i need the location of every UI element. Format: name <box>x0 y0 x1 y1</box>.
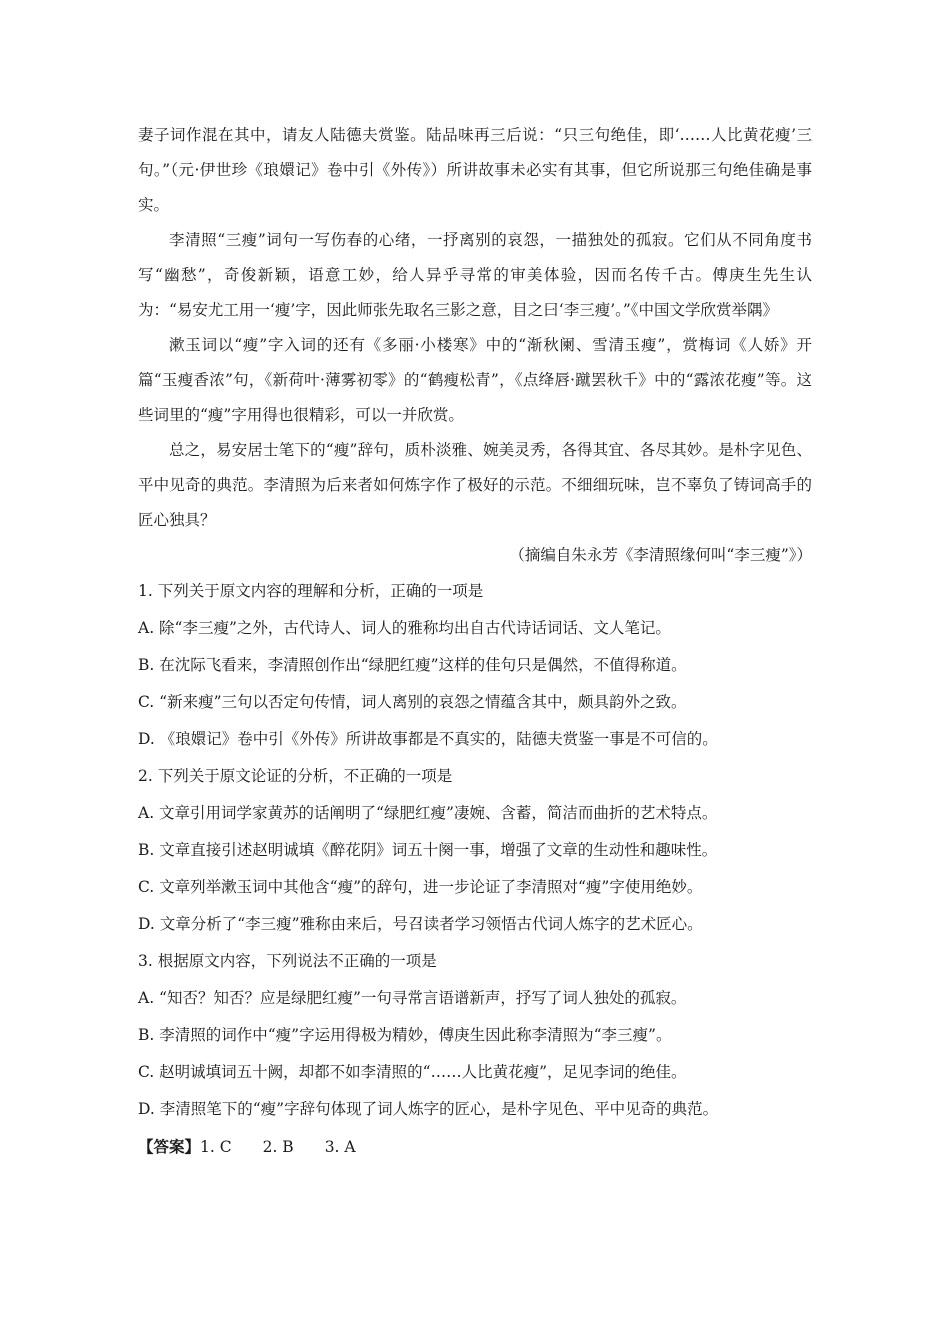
document-page <box>138 118 812 1166</box>
option-d: D. 《琅嬛记》卷中引《外传》所讲故事都是不真实的，陆德夫赏鉴一事是不可信的。 <box>138 730 718 748</box>
question-1 <box>138 573 812 758</box>
option-a: A. 文章引用词学家黄苏的话阐明了“绿肥红瘦”凄婉、含蓄，简洁而曲折的艺术特点。 <box>138 804 718 822</box>
question-stem: 3. 根据原文内容，下列说法不正确的一项是 <box>138 952 437 970</box>
paragraph-continued: 妻子词作混在其中，请友人陆德夫赏鉴。陆品味再三后说：“只三句绝佳，即‘……人比黄花瘦’三句。”（元·伊世珍《琅嬛记》卷中引《外传》）所讲故事未必实有其事，但它所说那三句绝佳确是事实。 <box>138 126 812 214</box>
question-3 <box>138 943 812 1128</box>
paragraph-conclusion: 总之，易安居士笔下的“瘦”辞句，质朴淡雅、婉美灵秀，各得其宜、各尽其妙。是朴字见色、平中见奇的典范。李清照为后来者如何炼字作了极好的示范。不细细玩味，岂不辜负了铸词高手的匠心独具？ <box>138 441 812 529</box>
answer-text: 1. C 2. B 3. A <box>200 1138 356 1156</box>
option-c: C. 赵明诚填词五十阙，却都不如李清照的“……人比黄花瘦”，足见李词的绝佳。 <box>138 1063 687 1081</box>
option-a: A. “知否？知否？应是绿肥红瘦”一句寻常言语谱新声，抒写了词人独处的孤寂。 <box>138 989 687 1007</box>
question-stem: 2. 下列关于原文论证的分析，不正确的一项是 <box>138 767 453 785</box>
option-b: B. 李清照的词作中“瘦”字运用得极为精妙，傅庚生因此称李清照为“李三瘦”。 <box>138 1026 672 1044</box>
paragraph-three-shou: 李清照“三瘦”词句一写伤春的心绪，一抒离别的哀怨，一描独处的孤寂。它们从不同角度书写“幽愁”，奇俊新颖，语意工妙，给人异乎寻常的审美体验，因而名传千古。傅庚生先生认为：“易安尤工用一‘瘦’字，因此师张先取名三影之意，目之曰‘李三瘦’。”《中国文学欣赏举隅》 <box>138 231 812 319</box>
question-2 <box>138 758 812 943</box>
answer-label: 【答案】 <box>138 1137 201 1156</box>
question-stem: 1. 下列关于原文内容的理解和分析，正确的一项是 <box>138 582 484 600</box>
option-d: D. 李清照笔下的“瘦”字辞句体现了词人炼字的匠心，是朴字见色、平中见奇的典范。 <box>138 1100 719 1118</box>
answer-line <box>138 1128 812 1166</box>
option-a: A. 除“李三瘦”之外，古代诗人、词人的雅称均出自古代诗话词话、文人笔记。 <box>138 619 671 637</box>
option-d: D. 文章分析了“李三瘦”雅称由来后，号召读者学习领悟古代词人炼字的艺术匠心。 <box>138 915 703 933</box>
option-b: B. 在沈际飞看来，李清照创作出“绿肥红瘦”这样的佳句只是偶然，不值得称道。 <box>138 656 687 674</box>
option-c: C. “新来瘦”三句以否定句传情，词人离别的哀怨之情蕴含其中，颇具韵外之致。 <box>138 693 687 711</box>
option-b: B. 文章直接引述赵明诚填《醉花阴》词五十阕一事，增强了文章的生动性和趣味性。 <box>138 841 718 859</box>
option-c: C. 文章列举漱玉词中其他含“瘦”的辞句，进一步论证了李清照对“瘦”字使用绝妙。 <box>138 878 703 896</box>
source-citation: （摘编自朱永芳《李清照缘何叫“李三瘦”》） <box>509 546 812 564</box>
paragraph-shuyu-ci: 漱玉词以“瘦”字入词的还有《多丽·小楼寒》中的“渐秋阑、雪清玉瘦”，赏梅词《人娇》开篇“玉瘦香浓”句，《新荷叶·薄雾初零》的“鹤瘦松青”，《点绛唇·蹴罢秋千》中的“露浓花瘦”等。这些词里的“瘦”字用得也很精彩，可以一并欣赏。 <box>138 336 812 424</box>
